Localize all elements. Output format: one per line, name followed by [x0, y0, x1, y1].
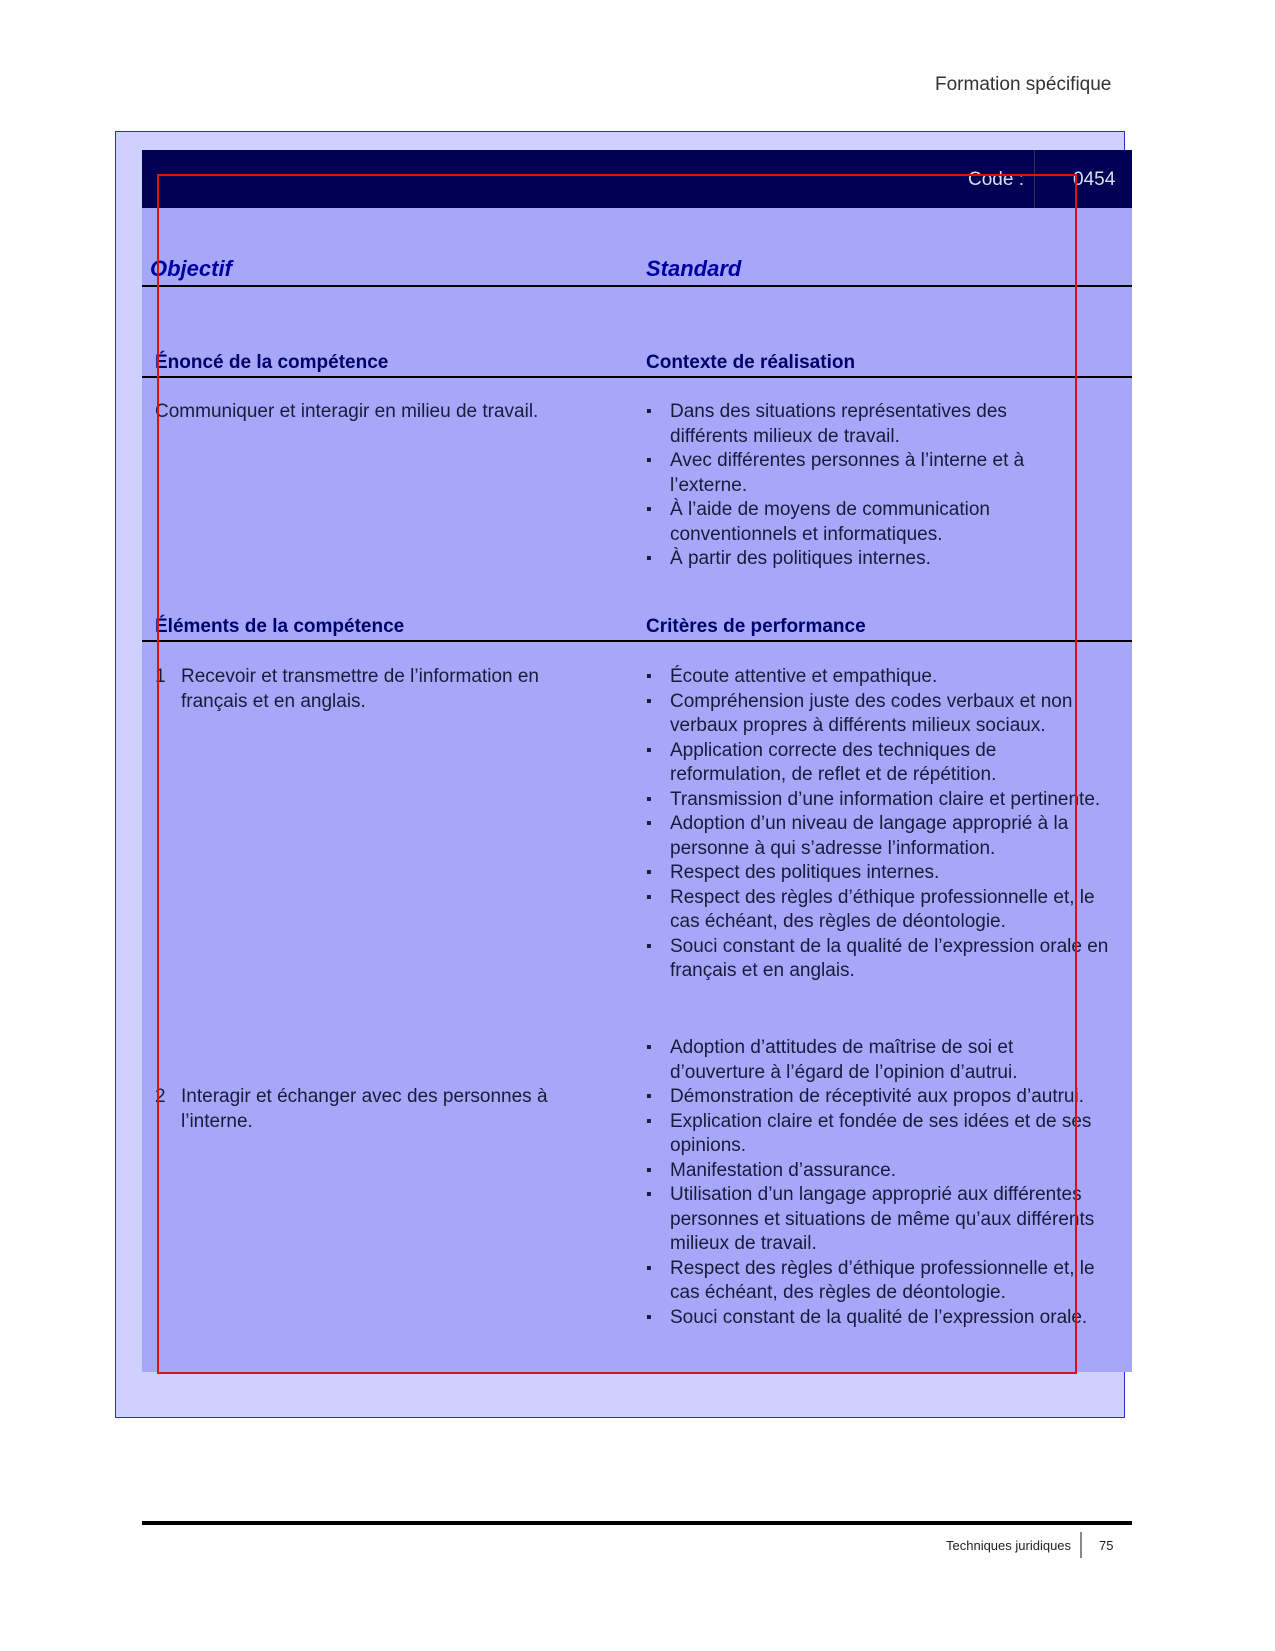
- element-number: 2: [155, 1086, 166, 1107]
- list-item: ▪ Application correcte des techniques de reformulation, de reflet et de répétition.: [646, 739, 1110, 788]
- list-item: ▪ Écoute attentive et empathique.: [646, 665, 1110, 690]
- list-item: ▪ Respect des règles d’éthique professionnelle et, le cas échéant, des règles de déontologie.: [646, 886, 1110, 935]
- element-text: Interagir et échanger avec des personnes à l’interne.: [181, 1086, 548, 1132]
- objectif-heading: Objectif: [150, 256, 232, 281]
- list-item: ▪ Respect des politiques internes.: [646, 861, 1110, 886]
- list-item: ▪ Explication claire et fondée de ses idées et de ses opinions.: [646, 1110, 1110, 1159]
- selection-box: [157, 174, 1077, 1374]
- list-item: ▪ Transmission d’une information claire et pertinente.: [646, 788, 1110, 813]
- footer-program: Techniques juridiques: [946, 1538, 1072, 1553]
- list-item: ▪ Respect des règles d’éthique professionnelle et, le cas échéant, des règles de déontologie.: [646, 1257, 1110, 1306]
- enonce-heading: Énoncé de la compétence: [155, 352, 389, 373]
- list-item: ▪ Adoption d’un niveau de langage approprié à la personne à qui s’adresse l’information.: [646, 812, 1110, 861]
- enonce-text: Communiquer et interagir en milieu de travail.: [155, 401, 539, 422]
- elements-heading: Éléments de la compétence: [155, 616, 405, 637]
- list-item: ▪ Dans des situations représentatives des différents milieux de travail.: [646, 400, 1066, 449]
- list-item: ▪ Souci constant de la qualité de l’expression orale.: [646, 1306, 1110, 1331]
- page-number: 75: [1099, 1538, 1114, 1553]
- footer-separator: [1080, 1532, 1082, 1558]
- list-item: ▪ Démonstration de réceptivité aux propos d’autrui.: [646, 1085, 1110, 1110]
- program-type-header: Formation spécifique: [935, 74, 1112, 95]
- standard-heading: Standard: [646, 256, 742, 281]
- list-item: ▪ Avec différentes personnes à l’interne et à l’externe.: [646, 449, 1066, 498]
- list-item: ▪ À partir des politiques internes.: [646, 547, 1066, 572]
- list-item: ▪ Compréhension juste des codes verbaux et non verbaux propres à différents milieux sociaux.: [646, 690, 1110, 739]
- list-item: ▪ Manifestation d’assurance.: [646, 1159, 1110, 1184]
- list-item: ▪ Utilisation d’un langage approprié aux différentes personnes et situations de même qu’aux différents milieux de travail.: [646, 1183, 1110, 1257]
- code-label: Code :: [968, 169, 1024, 190]
- footer-rule: [142, 1521, 1132, 1525]
- criteres-heading: Critères de performance: [646, 616, 866, 637]
- list-item: ▪ Adoption d’attitudes de maîtrise de soi et d’ouverture à l’égard de l’opinion d’autrui.: [646, 1036, 1110, 1085]
- code-value: 0454: [1073, 169, 1116, 190]
- list-item: ▪ À l’aide de moyens de communication conventionnels et informatiques.: [646, 498, 1066, 547]
- element-text: Recevoir et transmettre de l’information en français et en anglais.: [181, 666, 539, 712]
- list-item: ▪ Souci constant de la qualité de l’expression orale en français et en anglais.: [646, 935, 1110, 984]
- element-number: 1: [155, 666, 166, 687]
- contexte-heading: Contexte de réalisation: [646, 352, 856, 373]
